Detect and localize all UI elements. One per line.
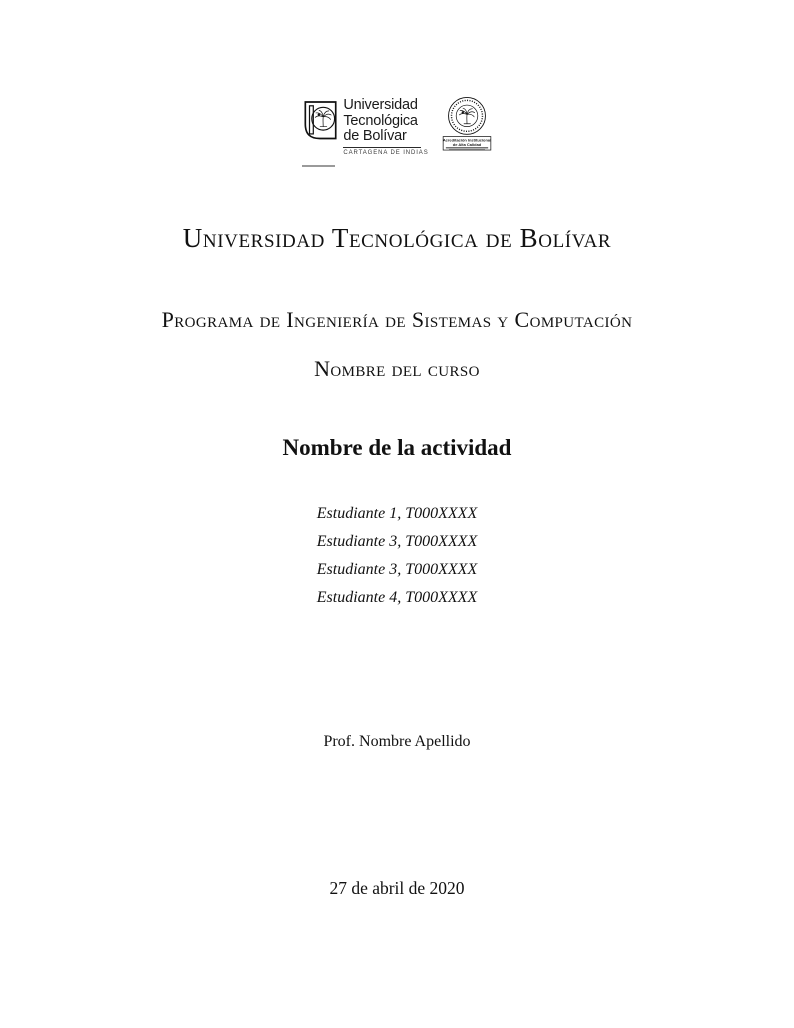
student-entry: Estudiante 1, T000XXXX [316,505,478,522]
seal-caption [442,137,490,151]
wordmark-line-3: de Bolívar [343,128,407,144]
wordmark-line-1: Universidad [343,97,418,113]
student-entry: Estudiante 3, T000XXXX [316,533,478,550]
activity-title: Nombre de la actividad [282,435,512,460]
accreditation-seal [440,96,494,160]
professor-name: Prof. Nombre Apellido [323,733,471,750]
seal-caption-line-2: de Alta Calidad [452,141,481,147]
seal-palm-icon [448,97,485,134]
university-title: Universidad Tecnológica de Bolívar [182,223,612,253]
seal-fineprint-bar-1 [445,147,487,148]
course-name: Nombre del curso [314,356,480,381]
utb-logo [300,96,428,156]
seal-fineprint-bar-2 [449,149,485,150]
wordmark-divider [343,147,421,148]
utb-wordmark [343,96,428,156]
utb-palm-mark-icon [300,96,338,146]
document-date: 27 de abril de 2020 [329,878,465,898]
logo-fineprint-mark [302,165,335,167]
wordmark-line-2: Tecnológica [343,112,418,129]
wordmark-tagline: CARTAGENA DE INDIAS [343,149,429,156]
logo-block [0,96,794,160]
student-entry: Estudiante 3, T000XXXX [316,561,478,578]
seal-caption-line-1: Acreditación Institucional [442,137,491,143]
student-list [0,500,794,612]
student-entry: Estudiante 4, T000XXXX [316,589,478,606]
program-title: Programa de Ingeniería de Sistemas y Computación [161,307,633,332]
